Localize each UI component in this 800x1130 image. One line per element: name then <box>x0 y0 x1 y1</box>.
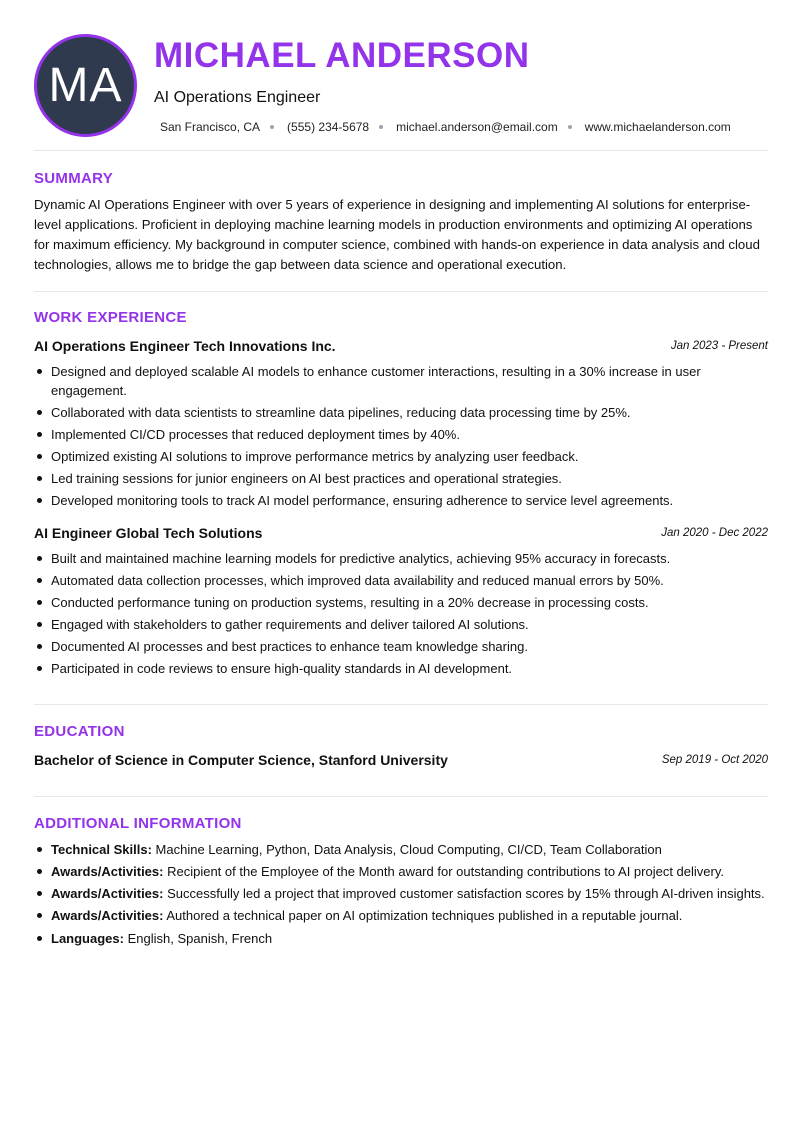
job-header <box>34 525 768 543</box>
item-label: Awards/Activities: <box>51 864 164 879</box>
list-item <box>34 929 768 948</box>
list-item <box>34 906 768 925</box>
list-item: Collaborated with data scientists to streamline data pipelines, reducing data processing time by 25%. <box>34 403 768 422</box>
summary-text: Dynamic AI Operations Engineer with over 5 years of experience in designing and implementing AI solutions for enterprise-level applications. Proficient in deploying machine learning models in production environments and optimizing AI operations for maximum efficiency. My background in computer science, combined with hands-on experience in data analysis and cloud technologies, allows me to bridge the gap between data science and operational execution. <box>34 197 760 272</box>
work-experience-heading: WORK EXPERIENCE <box>34 309 187 326</box>
job-bullets <box>34 549 768 681</box>
section-divider <box>34 150 768 151</box>
summary-heading: SUMMARY <box>34 170 114 187</box>
contact-location: San Francisco, CA <box>160 120 261 134</box>
list-item: Engaged with stakeholders to gather requirements and deliver tailored AI solutions. <box>34 615 768 634</box>
list-item: Optimized existing AI solutions to improve performance metrics by analyzing user feedback. <box>34 447 768 466</box>
contact-website[interactable]: www.michaelanderson.com <box>584 120 731 134</box>
list-item <box>34 840 768 859</box>
degree: Bachelor of Science in Computer Science, Stanford University <box>34 752 448 768</box>
separator-dot-icon <box>379 125 383 129</box>
education-dates: Sep 2019 - Oct 2020 <box>661 754 768 766</box>
contact-phone[interactable]: (555) 234-5678 <box>287 120 370 134</box>
item-text: Recipient of the Employee of the Month award for outstanding contributions to AI project delivery. <box>167 864 724 879</box>
education-heading: EDUCATION <box>34 723 125 740</box>
list-item: Developed monitoring tools to track AI model performance, ensuring adherence to service level agreements. <box>34 491 768 510</box>
item-label: Technical Skills: <box>51 842 152 857</box>
list-item: Documented AI processes and best practices to enhance team knowledge sharing. <box>34 637 768 656</box>
job-title: AI Operations Engineer <box>154 89 321 106</box>
section-divider <box>34 704 768 705</box>
item-label: Awards/Activities: <box>51 908 164 923</box>
education-entry <box>34 752 768 770</box>
avatar <box>34 34 137 137</box>
separator-dot-icon <box>270 125 274 129</box>
job-role: AI Operations Engineer Tech Innovations Inc. <box>34 338 336 354</box>
job-dates: Jan 2023 - Present <box>670 340 768 352</box>
list-item: Conducted performance tuning on production systems, resulting in a 20% decrease in processing costs. <box>34 593 768 612</box>
list-item: Automated data collection processes, which improved data availability and reduced manual errors by 50%. <box>34 571 768 590</box>
avatar-initials: MA <box>48 59 123 112</box>
list-item <box>34 884 768 903</box>
list-item: Designed and deployed scalable AI models to enhance customer interactions, resulting in a 30% increase in user engagement. <box>34 362 768 400</box>
list-item: Participated in code reviews to ensure high-quality standards in AI development. <box>34 659 768 678</box>
item-text: Machine Learning, Python, Data Analysis, Cloud Computing, CI/CD, Team Collaboration <box>155 842 662 857</box>
resume-header <box>34 34 768 138</box>
section-divider <box>34 291 768 292</box>
job-header <box>34 338 768 356</box>
list-item: Implemented CI/CD processes that reduced deployment times by 40%. <box>34 425 768 444</box>
item-text: Authored a technical paper on AI optimization techniques published in a reputable journal. <box>166 908 683 923</box>
contact-email[interactable]: michael.anderson@email.com <box>396 120 558 134</box>
job-bullets <box>34 362 768 513</box>
section-divider <box>34 796 768 797</box>
item-text: English, Spanish, French <box>127 931 273 946</box>
additional-info-heading: ADDITIONAL INFORMATION <box>34 815 242 832</box>
separator-dot-icon <box>568 125 572 129</box>
contact-line <box>160 120 731 134</box>
item-label: Languages: <box>51 931 124 946</box>
candidate-name: MICHAEL ANDERSON <box>154 36 530 75</box>
job-dates: Jan 2020 - Dec 2022 <box>661 527 768 539</box>
list-item: Built and maintained machine learning models for predictive analytics, achieving 95% accuracy in forecasts. <box>34 549 768 568</box>
item-text: Successfully led a project that improved customer satisfaction scores by 15% through AI-driven insights. <box>167 886 765 901</box>
item-label: Awards/Activities: <box>51 886 164 901</box>
additional-info-list <box>34 840 768 951</box>
list-item: Led training sessions for junior engineers on AI best practices and operational strategies. <box>34 469 768 488</box>
job-role: AI Engineer Global Tech Solutions <box>34 525 263 541</box>
list-item <box>34 862 768 881</box>
